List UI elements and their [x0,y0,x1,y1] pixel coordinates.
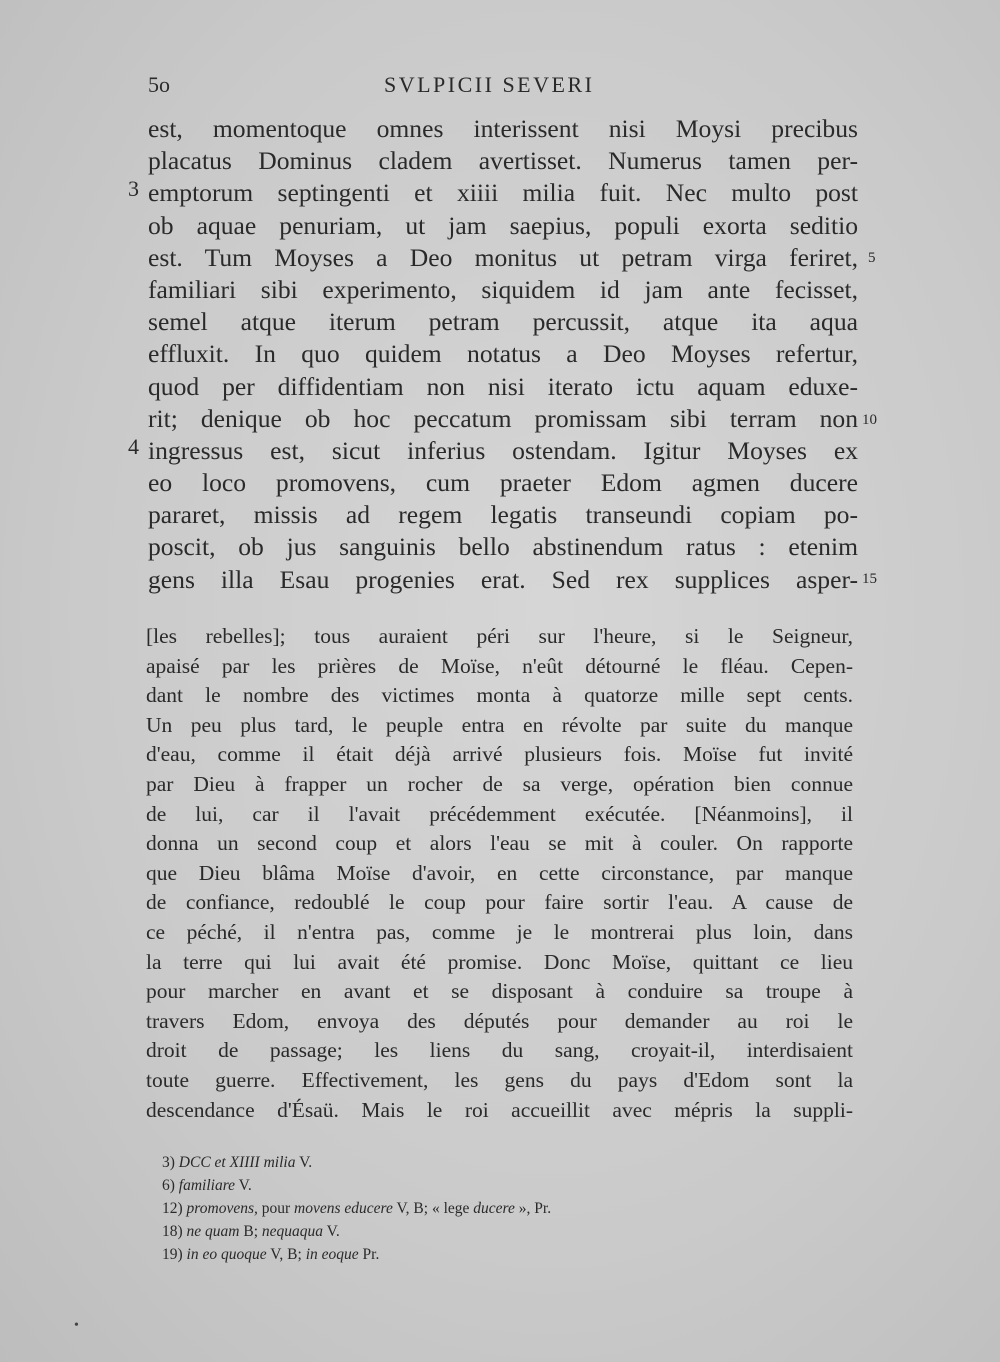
footnote [162,1174,762,1197]
footnotes [162,1151,762,1266]
footnote-number: 12) [162,1200,183,1217]
latin-text-block [148,113,858,596]
french-line: travers Edom, envoya des députés pour demander au roi le [146,1008,853,1033]
latin-line: ob aquae penuriam, ut jam saepius, populi exorta seditio [148,210,858,240]
footnote-italic: in eoque [305,1246,359,1263]
footnote-number: 18) [162,1223,183,1240]
page-header [148,72,858,104]
line-margin-number: 5 [868,250,876,266]
latin-line: est, momentoque omnes interissent nisi Moysi precibus [148,114,858,143]
latin-line: rit; denique ob hoc peccatum promissam sibi terram non [148,403,858,433]
french-line: [les rebelles]; tous auraient péri sur l'heure, si le Seigneur, [146,624,853,648]
footnote [162,1220,762,1243]
footnote-text: B; [239,1223,262,1240]
footnote-italic: familiare [178,1177,236,1194]
footnote-text: Pr. [358,1246,380,1263]
footnote-number: 19) [162,1246,183,1263]
footnote-text: V. [235,1177,252,1194]
footnote-italic: in eo quoque [186,1246,267,1263]
footnote-text: V, B; [266,1246,306,1263]
footnote-italic: ne quam [186,1223,240,1240]
french-line: descendance d'Ésaü. Mais le roi accueillit avec mépris la suppli- [146,1097,853,1122]
french-line: toute guerre. Effectivement, les gens du pays d'Edom sont la [146,1067,853,1092]
footnote-text: V. [295,1154,313,1171]
french-line: que Dieu blâma Moïse d'avoir, en cette circonstance, par manque [146,860,853,885]
latin-line: gens illa Esau progenies erat. Sed rex supplices asper- [148,564,858,594]
french-line: dant le nombre des victimes monta à quatorze mille sept cents. [146,683,853,708]
line-margin-number: 10 [862,412,877,428]
french-line: de lui, car il l'avait précédemment exécutée. [Néanmoins], il [146,801,853,826]
chapter-margin-number: 4 [128,434,139,459]
french-line: ce péché, il n'entra pas, comme je le montrerai plus loin, dans [146,919,853,944]
footnote-number: 6) [162,1177,175,1194]
footnote [162,1151,762,1174]
footnote-text: », Pr. [514,1200,552,1217]
footnote-text: pour [257,1200,295,1217]
footnote [162,1243,762,1266]
latin-line: semel atque iterum petram percussit, atque ita aqua [148,307,858,337]
latin-line: ingressus est, sicut inferius ostendam. Igitur Moyses ex [148,435,858,465]
latin-line: poscit, ob jus sanguinis bello abstinendum ratus : etenim [148,532,858,562]
french-line: la terre qui lui avait été promise. Donc Moïse, quittant ce lieu [146,949,853,974]
french-line: par Dieu à frapper un rocher de sa verge, opération bien connue [146,771,853,796]
footnote-number: 3) [162,1154,175,1171]
latin-line: emptorum septingenti et xiiii milia fuit. Nec multo post [148,178,858,208]
french-line: de confiance, redoublé le coup pour faire sortir l'eau. A cause de [146,890,853,915]
page-number: 5o [148,72,170,97]
footnote-italic: promovens, [186,1200,258,1217]
french-line: donna un second coup et alors l'eau se mit à couler. On rapporte [146,831,853,856]
footnote-text: V, B; « lege [392,1200,474,1217]
footnote-italic: movens educere [294,1200,393,1217]
french-line: pour marcher en avant et se disposant à conduire sa troupe à [146,979,853,1004]
footnote-italic: nequaqua [261,1223,324,1240]
chapter-margin-number: 3 [128,176,139,201]
stray-ink-mark: • [74,1318,79,1333]
line-margin-number: 15 [862,571,877,587]
footnote-italic: DCC et XIIII milia [178,1154,296,1171]
latin-line: quod per diffidentiam non nisi iterato ictu aquam eduxe- [148,371,858,401]
french-line: Un peu plus tard, le peuple entra en révolte par suite du manque [146,712,853,737]
french-line: d'eau, comme il était déjà arrivé plusieurs fois. Moïse fut invité [146,742,853,767]
latin-line: familiari sibi experimento, siquidem id jam ante fecisset, [148,274,858,304]
footnote-italic: ducere [473,1200,515,1217]
latin-line: placatus Dominus cladem avertisset. Numerus tamen per- [148,146,858,176]
latin-line: pararet, missis ad regem legatis transeundi copiam po- [148,500,858,530]
latin-line: est. Tum Moyses a Deo monitus ut petram virga feriret, [148,242,858,272]
footnote [162,1197,762,1220]
footnote-text: V. [323,1223,340,1240]
french-line: apaisé par les prières de Moïse, n'eût détourné le fléau. Cepen- [146,653,853,678]
latin-line: effluxit. In quo quidem notatus a Deo Moyses refertur, [148,339,858,369]
latin-line: eo loco promovens, cum praeter Edom agmen ducere [148,468,858,498]
french-line: droit de passage; les liens du sang, croyait-il, interdisaient [146,1038,853,1063]
running-title: SVLPICII SEVERI [384,72,595,97]
french-translation-block [146,622,853,1125]
